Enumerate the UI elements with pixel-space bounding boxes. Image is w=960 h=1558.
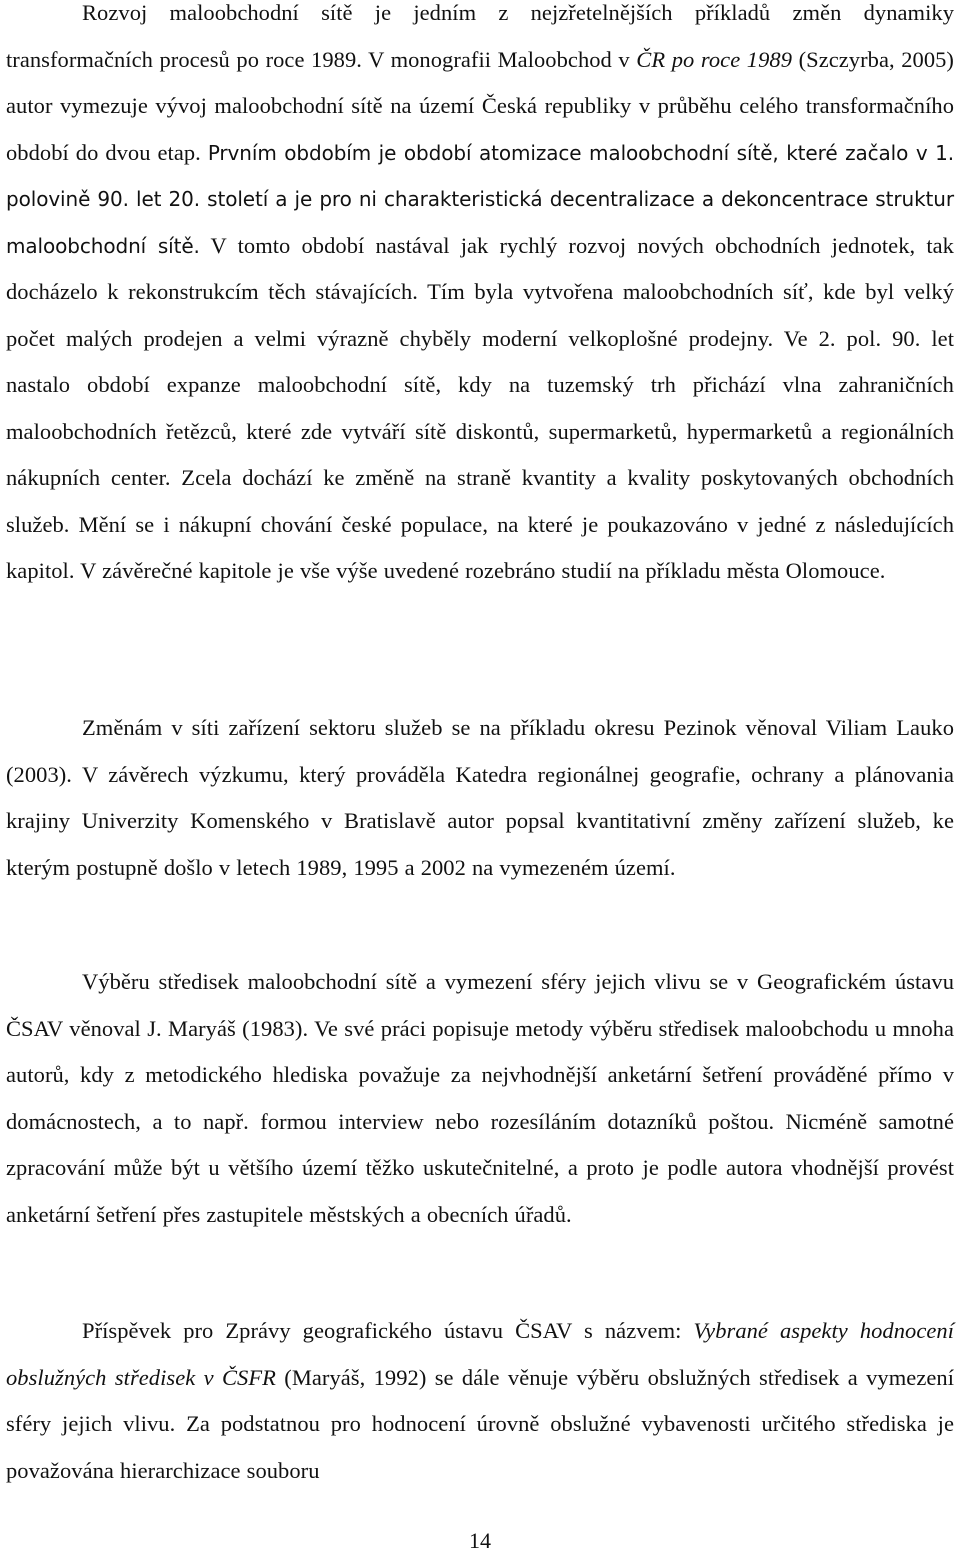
- text-segment: Výběru středisek maloobchodní sítě a vymezení sféry jejich vlivu se v Geografickém ústavu ČSAV věnoval J. Maryáš (1983). Ve své práci popisuje metody výběru středisek maloobchodu u mnoha autorů, kdy z metodického hlediska považuje za nejvhodnější anketární šetření prováděné přímo v domácnostech, a to např. formou interview nebo rozesíláním dotazníků poštou. Nicméně samotné zpracování může být u většího území těžko uskutečnitelné, a proto je podle autora vhodnější provést anketární šetření přes zastupitele městských a obecních úřadů.: [6, 969, 954, 1227]
- paragraph-maryas-1992: [6, 1308, 954, 1494]
- paragraph-retail-network: [6, 0, 954, 595]
- italic-book-title: ČR po roce 1989: [636, 46, 793, 72]
- page-number: 14: [469, 1528, 491, 1553]
- paragraph-pezinok: [6, 705, 954, 891]
- paragraph-maryas-1983: [6, 959, 954, 1238]
- text-segment: Změnám v síti zařízení sektoru služeb se na příkladu okresu Pezinok věnoval Viliam Lauko (2003). V závěrech výzkumu, který prováděla Katedra regionálnej geografie, ochrany a plánovania krajiny Univerzity Komenského v Bratislavě autor popsal kvantitativní změny zařízení služeb, ke kterým postupně došlo v letech 1989, 1995 a 2002 na vymezeném území.: [6, 715, 954, 880]
- text-segment: (Maryáš, 1992) se dále věnuje výběru obslužných středisek a vymezení sféry jejich vlivu. Za podstatnou pro hodnocení úrovně obslužné vybavenosti určitého střediska je považována hierarchizace souboru: [6, 1364, 954, 1483]
- text-segment: V tomto období nastával jak rychlý rozvoj nových obchodních jednotek, tak docházelo k rekonstrukcím těch stávajících. Tím byla vytvořena maloobchodních síť, kde byl velký počet malých prodejen a velmi výrazně chyběly moderní velkoplošné prodejny. Ve 2. pol. 90. let nastalo období expanze maloobchodní sítě, kdy na tuzemský trh přichází vlna zahraničních maloobchodních řetězců, které zde vytváří sítě diskontů, supermarketů, hypermarketů a regionálních nákupních center. Zcela dochází ke změně na straně kvantity a kvality poskytovaných obchodních služeb. Mění se i nákupní chování české populace, na které je poukazováno v jedné z následujících kapitol. V závěrečné kapitole je vše výše uvedené rozebráno studií na příkladu města Olomouce.: [6, 232, 954, 583]
- document-page: [6, 0, 954, 1558]
- text-segment: (Szczyrba, 2005) autor vymezuje vývoj maloobchodní sítě na území Česká republiky v průběhu celého transformačního období do dvou etap.: [6, 46, 954, 165]
- text-segment-sans: Prvním obdobím je období atomizace maloobchodní sítě, které začalo v 1. polovině 90. let 20. století a je pro ni charakteristická decentralizace a dekoncentrace struktur maloobchodní sítě.: [6, 140, 954, 258]
- text-segment: Příspěvek pro Zprávy geografického ústavu ČSAV s názvem:: [82, 1318, 694, 1343]
- text-segment: Rozvoj maloobchodní sítě je jedním z nejzřetelnějších příkladů změn dynamiky transformačních procesů po roce 1989. V monografii Maloobchod v: [6, 0, 954, 72]
- italic-article-title: Vybrané aspekty hodnocení obslužných středisek v ČSFR: [6, 1318, 954, 1390]
